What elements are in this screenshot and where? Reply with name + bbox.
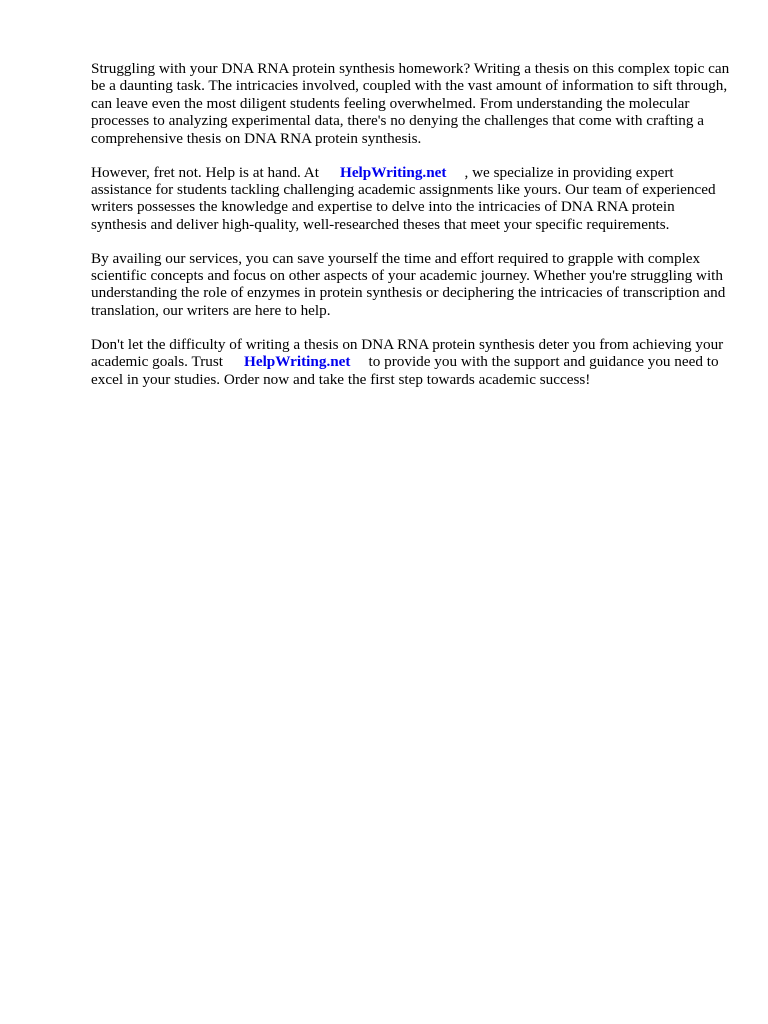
paragraph-closing-rest: to provide you with the support and guidance you need to excel in your studies. Order now and take the first step towards academic success! <box>91 353 719 388</box>
paragraph-help-lead: However, fret not. Help is at hand. At <box>91 163 319 181</box>
helpwriting-link[interactable]: HelpWriting.net <box>340 163 447 181</box>
document-page <box>91 60 731 405</box>
paragraph-help-rest: , we specialize in providing expert assistance for students tackling challenging academic assignments like yours. Our team of experienced writers possesses the knowledge and expertise to delve into the intricacies of DNA RNA protein synthesis and deliver high-quality, well-researched theses that meet your specific requirements. <box>91 163 716 233</box>
helpwriting-link-2[interactable]: HelpWriting.net <box>244 353 351 371</box>
paragraph-intro: Struggling with your DNA RNA protein synthesis homework? Writing a thesis on this complex topic can be a daunting task. The intricacies involved, coupled with the vast amount of information to sift through, can leave even the most diligent students feeling overwhelmed. From understanding the molecular processes to analyzing experimental data, there's no denying the challenges that come with crafting a comprehensive thesis on DNA RNA protein synthesis. <box>91 60 730 147</box>
paragraph-services: By availing our services, you can save yourself the time and effort required to grapple with complex scientific concepts and focus on other aspects of your academic journey. Whether you're struggling with understanding the role of enzymes in protein synthesis or deciphering the intricacies of transcription and translation, our writers are here to help. <box>91 249 726 319</box>
paragraph-closing-lead: Don't let the difficulty of writing a thesis on DNA RNA protein synthesis deter you from achieving your academic goals. Trust <box>91 335 724 371</box>
paragraph-help <box>91 164 731 234</box>
paragraph-closing <box>91 336 731 388</box>
